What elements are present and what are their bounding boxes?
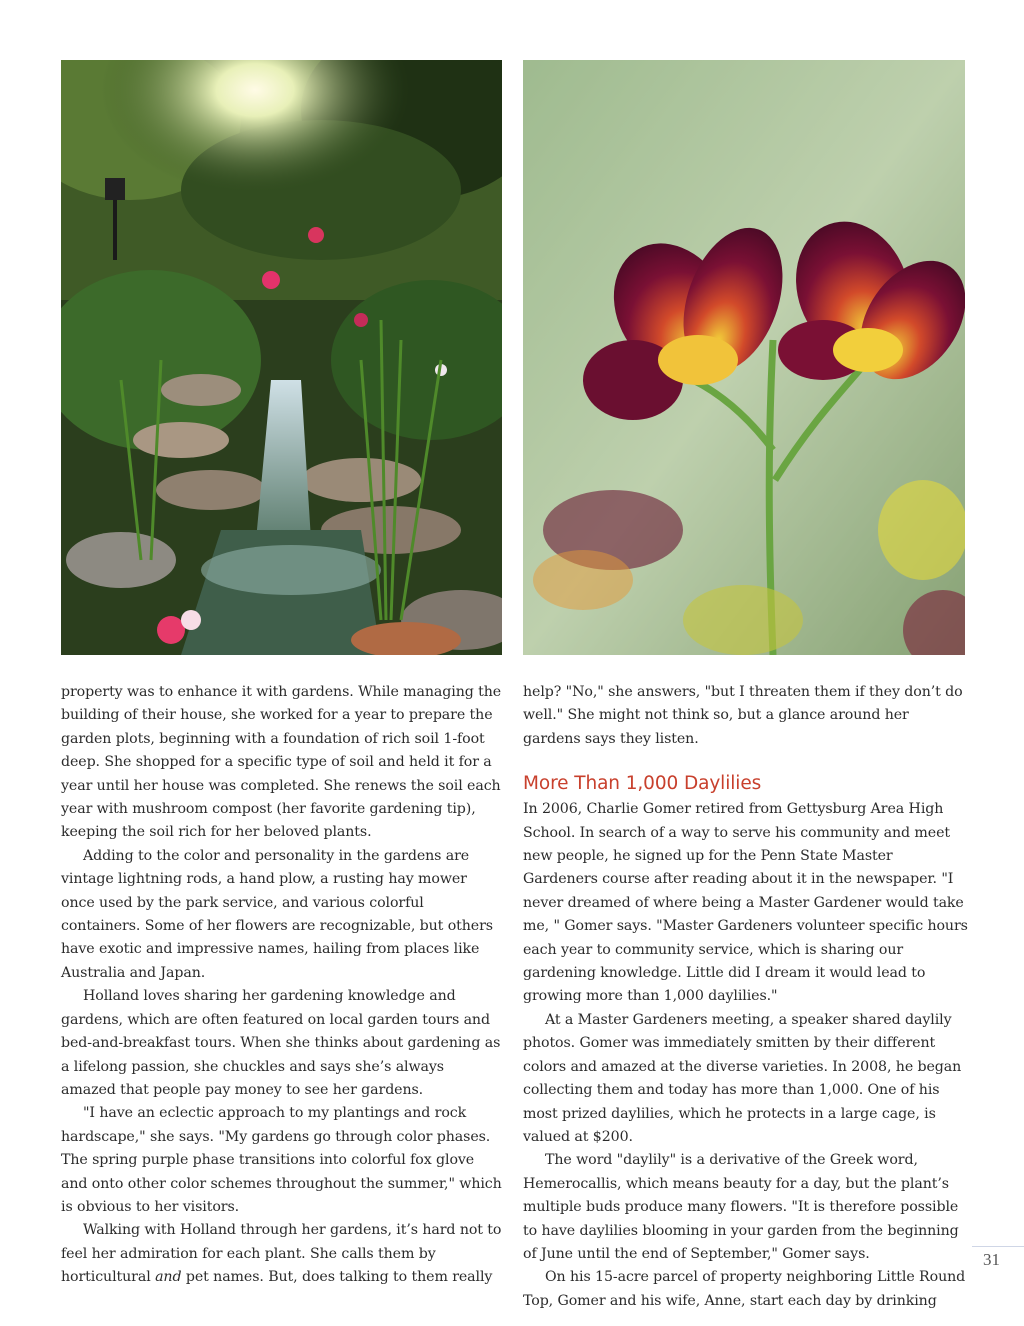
body-text: Walking with Holland through her gardens, it’s hard not to feel her admiration for each plant. She calls them by horticultural (61, 1222, 502, 1286)
body-paragraph: Holland loves sharing her gardening knowledge and gardens, which are often featured on local garden tours and bed-and-breakfast tours. When she thinks about gardening as a lifelong passion, she chuckles and says she’s always amazed that people pay money to see her gardens. (61, 988, 501, 1098)
body-paragraph (61, 1219, 503, 1289)
body-paragraph: Adding to the color and personality in the gardens are vintage lightning rods, a hand plow, a rusting hay mower once used by the park service, and various colorful containers. Some of her flowers are recognizable, but others have exotic and impressive names, hailing from places like Australia and Japan. (61, 847, 493, 981)
right-text-column (523, 681, 968, 1313)
body-paragraph: The word "daylily" is a derivative of the Greek word, Hemerocallis, which means beauty for a day, but the plant’s multiple buds produce many flowers. "It is therefore possible to have daylilies blooming in your garden from the beginning of June until the end of September," Gomer says. (523, 1152, 959, 1262)
body-paragraph: "I have an eclectic approach to my plantings and rock hardscape," she says. "My gardens go through color phases. The spring purple phase transitions into colorful fox glove and onto other color schemes throughout the summer," which is obvious to her visitors. (61, 1105, 502, 1215)
section-subhead: More Than 1,000 Daylilies (523, 773, 762, 795)
garden-waterfall-photo (61, 60, 502, 655)
body-text: pet names. But, does talking to them really (181, 1269, 493, 1286)
daylily-photo (523, 60, 965, 655)
body-paragraph: In 2006, Charlie Gomer retired from Gettysburg Area High School. In search of a way to serve his community and meet new people, he signed up for the Penn State Master Gardeners course after reading about it in the newspaper. "I never dreamed of where being a Master Gardener would take me, " Gomer says. "Master Gardeners volunteer specific hours each year to community service, which is sharing our gardening knowledge. Little did I dream it would lead to growing more than 1,000 daylilies." (523, 801, 968, 1005)
body-paragraph: help? "No," she answers, "but I threaten them if they don’t do well." She might not think so, but a glance around her gardens says they listen. (523, 684, 963, 747)
body-paragraph: On his 15-acre parcel of property neighboring Little Round Top, Gomer and his wife, Anne, start each day by drinking (523, 1269, 966, 1309)
emphasis-text: and (155, 1269, 182, 1286)
left-text-column (61, 681, 503, 1290)
page-number: 31 (983, 1250, 1000, 1269)
body-paragraph: At a Master Gardeners meeting, a speaker shared daylily photos. Gomer was immediately smitten by their different colors and amazed at the diverse varieties. In 2008, he began collecting them and today has more than 1,000. One of his most prized daylilies, which he protects in a large cage, is valued at $200. (523, 1011, 962, 1145)
page-number-rule (972, 1246, 1024, 1247)
body-paragraph: property was to enhance it with gardens. While managing the building of their house, she worked for a year to prepare the garden plots, beginning with a foundation of rich soil 1-foot deep. She shopped for a specific type of soil and held it for a year until her house was completed. She renews the soil each year with mushroom compost (her favorite gardening tip), keeping the soil rich for her beloved plants. (61, 684, 502, 841)
